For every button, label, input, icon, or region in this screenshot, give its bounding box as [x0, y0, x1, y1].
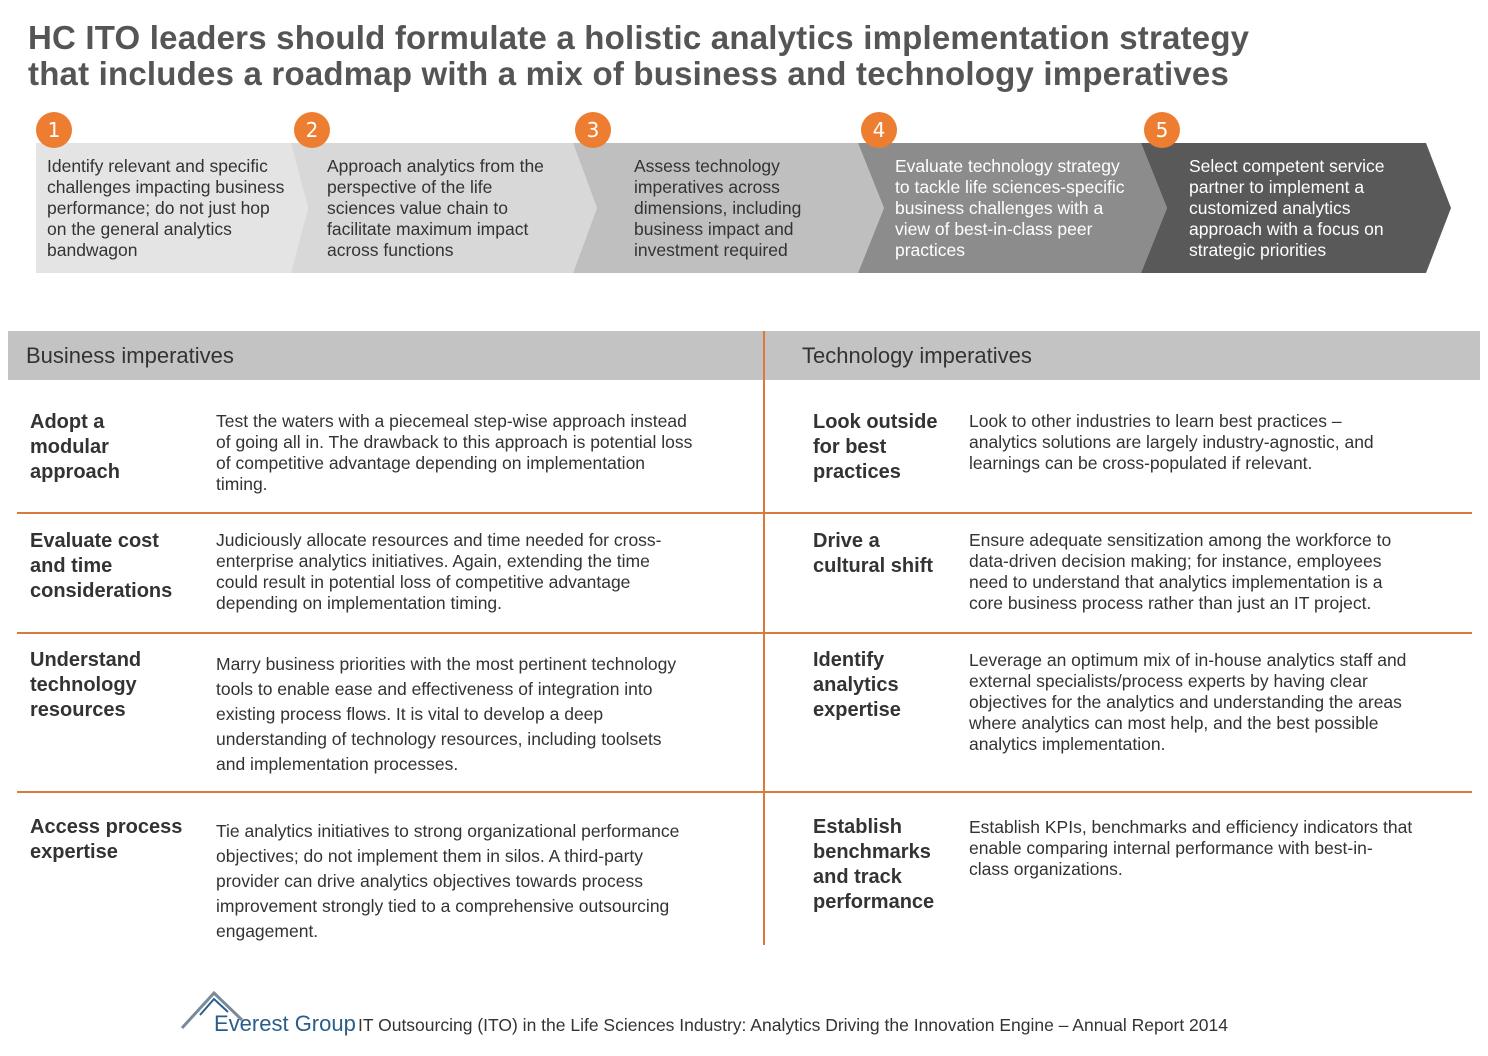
heading-line: practices [813, 461, 901, 483]
row-divider [765, 512, 1472, 514]
step-4-line: view of best-in-class peer [895, 219, 1093, 239]
heading-line: cultural shift [813, 555, 934, 577]
heading-line: performance [813, 891, 935, 913]
step-4-line: practices [895, 240, 966, 260]
body-line: objectives for the analytics and understanding the areas [969, 692, 1402, 712]
heading-line: and time [30, 555, 113, 577]
body-line: objectives; do not implement them in silos. A third-party [216, 846, 644, 866]
heading-line: expertise [30, 841, 118, 863]
step-5-line: strategic priorities [1189, 240, 1327, 260]
step-1-line: bandwagon [47, 240, 138, 260]
business-item-1-heading [30, 410, 120, 485]
body-line: Marry business priorities with the most pertinent technology [216, 654, 677, 674]
step-3-number-badge: 3 [575, 112, 611, 148]
body-line: of going all in. The drawback to this approach is potential loss [216, 432, 693, 452]
step-5-line: customized analytics [1189, 198, 1351, 218]
step-2-line: facilitate maximum impact [327, 219, 529, 239]
step-2-line: across functions [327, 240, 454, 260]
step-3-line: imperatives across [634, 177, 780, 197]
heading-line: Evaluate cost [30, 530, 159, 552]
body-line: depending on implementation timing. [216, 593, 503, 613]
body-line: engagement. [216, 921, 319, 941]
row-divider [17, 512, 763, 514]
body-line: analytics implementation. [969, 734, 1166, 754]
business-item-3-body [216, 652, 676, 777]
body-line: and implementation processes. [216, 754, 459, 774]
step-5-text [1189, 156, 1385, 261]
body-line: of competitive advantage depending on implementation [216, 453, 646, 473]
technology-item-3-heading [813, 648, 901, 723]
body-line: class organizations. [969, 859, 1123, 879]
row-divider [17, 632, 763, 634]
body-line: where analytics can most help, and the best possible [969, 713, 1379, 733]
process-steps [0, 0, 1488, 290]
step-2-line: Approach analytics from the [327, 156, 544, 176]
heading-line: for best [813, 436, 887, 458]
row-divider [17, 791, 763, 793]
step-4-line: business challenges with a [895, 198, 1104, 218]
body-line: tools to enable ease and effectiveness of integration into [216, 679, 653, 699]
body-line: could result in potential loss of competitive advantage [216, 572, 631, 592]
heading-line: considerations [30, 580, 173, 602]
technology-item-3-body [969, 650, 1406, 755]
step-3-line: Assess technology [634, 156, 780, 176]
body-line: data-driven decision making; for instance, employees [969, 551, 1382, 571]
body-line: analytics solutions are largely industry-agnostic, and [969, 432, 1374, 452]
body-line: Tie analytics initiatives to strong organizational performance [216, 821, 680, 841]
step-5-line: Select competent service [1189, 156, 1385, 176]
technology-item-2-body [969, 530, 1391, 614]
step-3-line: business impact and [634, 219, 794, 239]
technology-item-1-heading [813, 410, 937, 485]
body-line: Judiciously allocate resources and time needed for cross- [216, 530, 662, 550]
heading-line: Drive a [813, 530, 880, 552]
step-1-line: Identify relevant and specific [47, 156, 268, 176]
heading-line: benchmarks [813, 841, 931, 863]
body-line: Look to other industries to learn best practices – [969, 411, 1342, 431]
heading-line: Understand [30, 649, 142, 671]
heading-line: Access process [30, 816, 183, 838]
report-source-footer: IT Outsourcing (ITO) in the Life Sciences Industry: Analytics Driving the Innovation Engine – Annual Report 2014 [358, 1015, 1228, 1035]
body-line: Establish KPIs, benchmarks and efficiency indicators that [969, 817, 1413, 837]
heading-line: and track [813, 866, 902, 888]
step-5-line: partner to implement a [1189, 177, 1365, 197]
everest-group-logo-text: Everest Group [214, 1011, 356, 1036]
body-line: external specialists/process experts by having clear [969, 671, 1368, 691]
body-line: enable comparing internal performance with best-in- [969, 838, 1373, 858]
body-line: learnings can be cross-populated if relevant. [969, 453, 1313, 473]
heading-line: resources [30, 699, 126, 721]
step-5-line: approach with a focus on [1189, 219, 1384, 239]
heading-line: Adopt a [30, 411, 105, 433]
step-1-text [47, 156, 284, 261]
step-4-line: Evaluate technology strategy [895, 156, 1120, 176]
heading-line: Establish [813, 816, 902, 838]
body-line: timing. [216, 474, 268, 494]
technology-item-4-body [969, 817, 1412, 880]
heading-line: modular [30, 436, 109, 458]
body-line: need to understand that analytics implementation is a [969, 572, 1383, 592]
business-item-2-body [216, 530, 662, 614]
step-2-text [327, 156, 544, 261]
heading-line: expertise [813, 699, 901, 721]
step-3-line: dimensions, including [634, 198, 802, 218]
body-line: Leverage an optimum mix of in-house analytics staff and [969, 650, 1407, 670]
step-4-number-badge: 4 [861, 112, 897, 148]
business-item-1-body [216, 411, 692, 495]
body-line: provider can drive analytics objectives towards process [216, 871, 643, 891]
body-line: existing process flows. It is vital to develop a deep [216, 704, 604, 724]
heading-line: Look outside [813, 411, 938, 433]
step-3-line: investment required [634, 240, 788, 260]
step-1-line: performance; do not just hop [47, 198, 270, 218]
body-line: enterprise analytics initiatives. Again, extending the time [216, 551, 650, 571]
heading-line: technology [30, 674, 137, 696]
body-line: Test the waters with a piecemeal step-wise approach instead [216, 411, 687, 431]
step-1-number-badge: 1 [36, 112, 72, 148]
business-item-2-heading [30, 529, 172, 604]
heading-line: approach [30, 461, 121, 483]
step-3-text [634, 156, 801, 261]
step-1-line: challenges impacting business [47, 177, 285, 197]
body-line: core business process rather than just an IT project. [969, 593, 1372, 613]
business-item-3-heading [30, 648, 141, 723]
title-line-1: HC ITO leaders should formulate a holistic analytics implementation strategy [28, 19, 1250, 56]
technology-item-4-heading [813, 815, 934, 915]
heading-line: Identify [813, 649, 885, 671]
step-5-number-badge: 5 [1144, 112, 1180, 148]
row-divider [765, 791, 1472, 793]
technology-item-2-heading [813, 529, 933, 579]
column-divider [763, 331, 765, 945]
step-1-line: on the general analytics [47, 219, 232, 239]
step-4-text [895, 156, 1125, 261]
title-line-2: that includes a roadmap with a mix of business and technology imperatives [28, 55, 1230, 92]
step-2-number-badge: 2 [294, 112, 330, 148]
business-item-4-heading [30, 815, 182, 865]
step-2-line: perspective of the life [327, 177, 493, 197]
step-2-line: sciences value chain to [327, 198, 508, 218]
body-line: improvement strongly tied to a comprehensive outsourcing [216, 896, 670, 916]
technology-item-1-body [969, 411, 1374, 474]
step-4-line: to tackle life sciences-specific [895, 177, 1125, 197]
business-imperatives-header: Business imperatives [26, 343, 234, 368]
business-item-4-body [216, 819, 679, 944]
body-line: Ensure adequate sensitization among the workforce to [969, 530, 1392, 550]
row-divider [765, 632, 1472, 634]
technology-imperatives-header: Technology imperatives [802, 343, 1032, 368]
body-line: understanding of technology resources, including toolsets [216, 729, 662, 749]
heading-line: analytics [813, 674, 899, 696]
